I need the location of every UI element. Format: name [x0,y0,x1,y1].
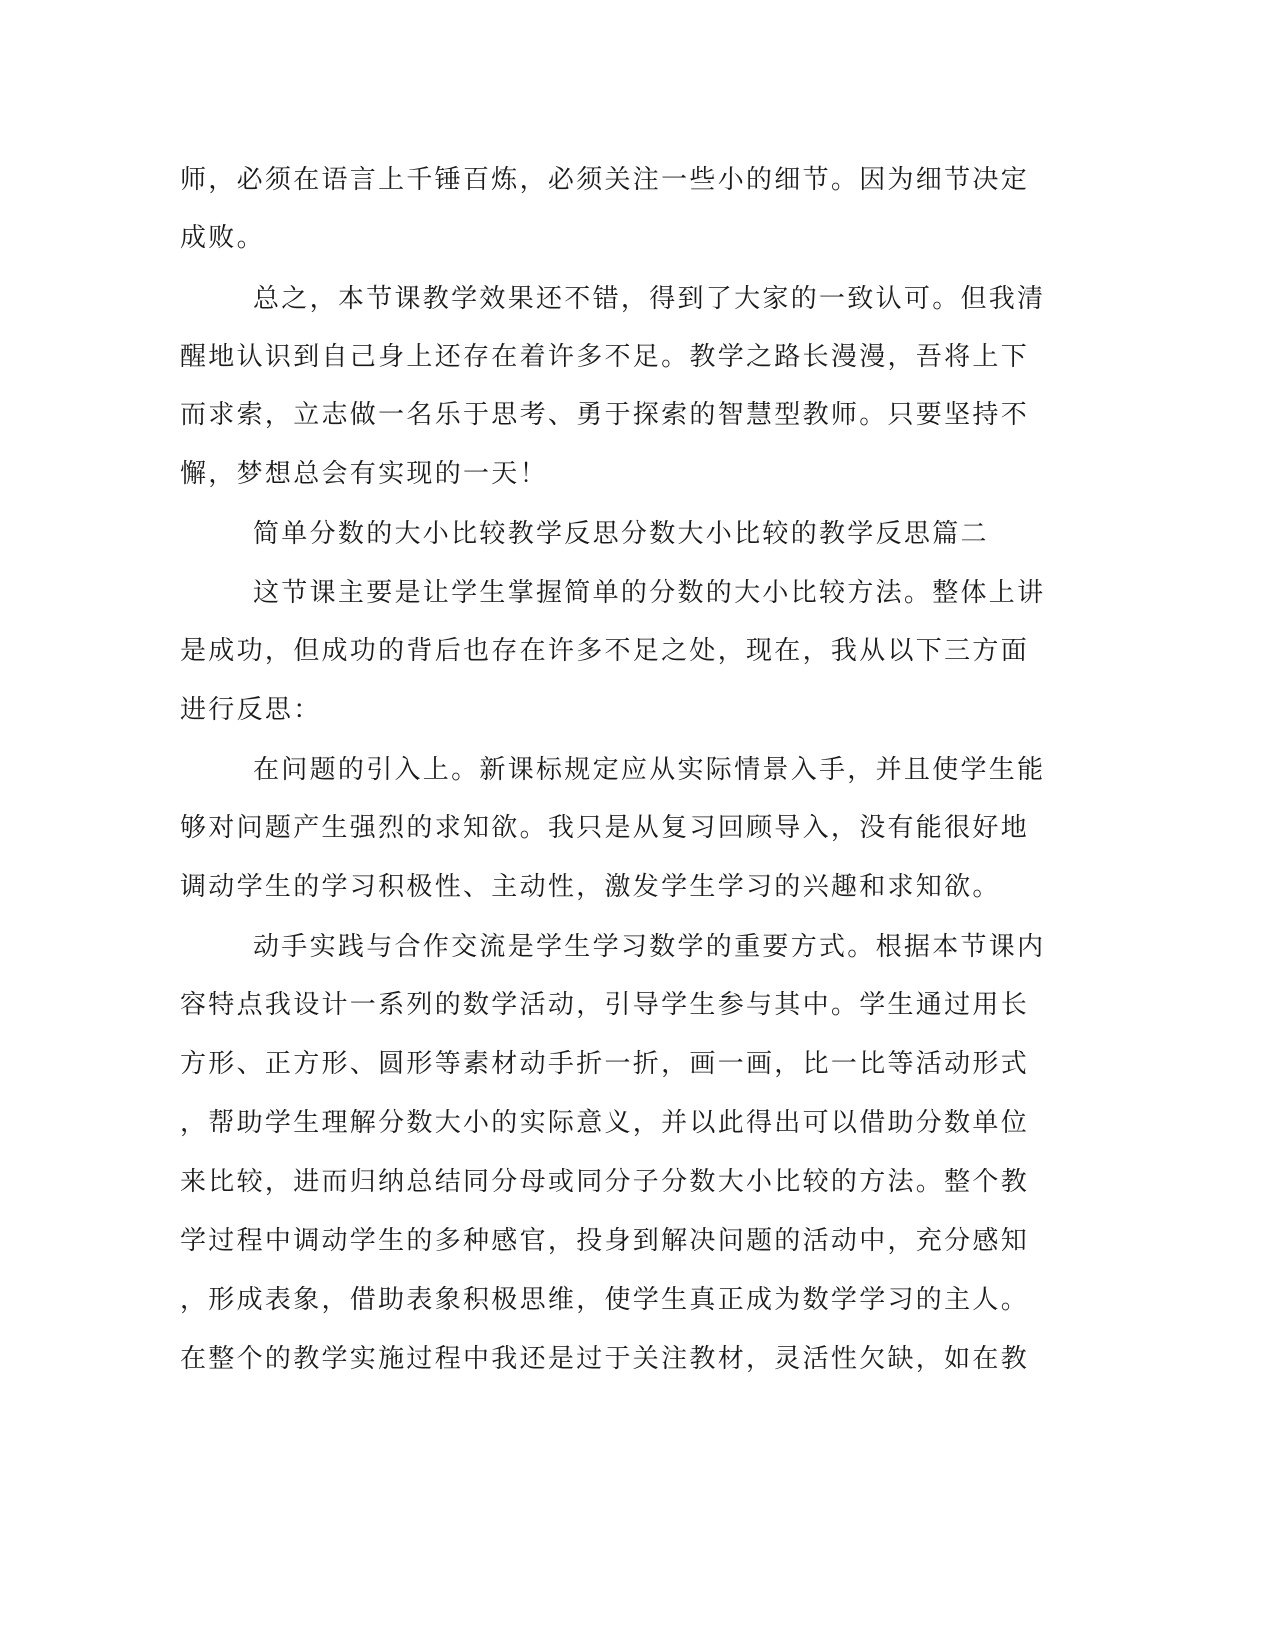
text-line: 方形、正方形、圆形等素材动手折一折，画一画，比一比等活动形式 [180,1049,1030,1079]
text-line: 醒地认识到自己身上还存在着许多不足。教学之路长漫漫，吾将上下 [180,342,1030,372]
text-line: 学过程中调动学生的多种感官，投身到解决问题的活动中，充分感知 [180,1226,1030,1256]
text-line: 是成功，但成功的背后也存在许多不足之处，现在，我从以下三方面 [180,636,1030,666]
text-line: 师，必须在语言上千锤百炼，必须关注一些小的细节。因为细节决定 [180,165,1030,195]
text-line: ，形成表象，借助表象积极思维，使学生真正成为数学学习的主人。 [180,1285,1030,1315]
text-line: 容特点我设计一系列的数学活动，引导学生参与其中。学生通过用长 [180,990,1030,1020]
text-line: ，帮助学生理解分数大小的实际意义，并以此得出可以借助分数单位 [180,1108,1030,1138]
paragraph-first-line: 在问题的引入上。新课标规定应从实际情景入手，并且使学生能 [253,755,1046,785]
paragraph-first-line: 这节课主要是让学生掌握简单的分数的大小比较方法。整体上讲 [253,578,1046,608]
text-line: 够对问题产生强烈的求知欲。我只是从复习回顾导入，没有能很好地 [180,813,1030,843]
text-line: 调动学生的学习积极性、主动性，激发学生学习的兴趣和求知欲。 [180,872,1001,902]
paragraph-first-line: 动手实践与合作交流是学生学习数学的重要方式。根据本节课内 [253,932,1046,962]
text-line: 来比较，进而归纳总结同分母或同分子分数大小比较的方法。整个教 [180,1167,1030,1197]
text-line: 懈，梦想总会有实现的一天！ [180,459,548,489]
text-line: 而求索，立志做一名乐于思考、勇于探索的智慧型教师。只要坚持不 [180,400,1030,430]
text-line: 进行反思： [180,695,322,725]
text-line: 在整个的教学实施过程中我还是过于关注教材，灵活性欠缺，如在教 [180,1344,1030,1374]
section-heading: 简单分数的大小比较教学反思分数大小比较的教学反思篇二 [253,519,989,549]
paragraph-first-line: 总之，本节课教学效果还不错，得到了大家的一致认可。但我清 [253,284,1046,314]
text-line: 成败。 [180,223,265,253]
